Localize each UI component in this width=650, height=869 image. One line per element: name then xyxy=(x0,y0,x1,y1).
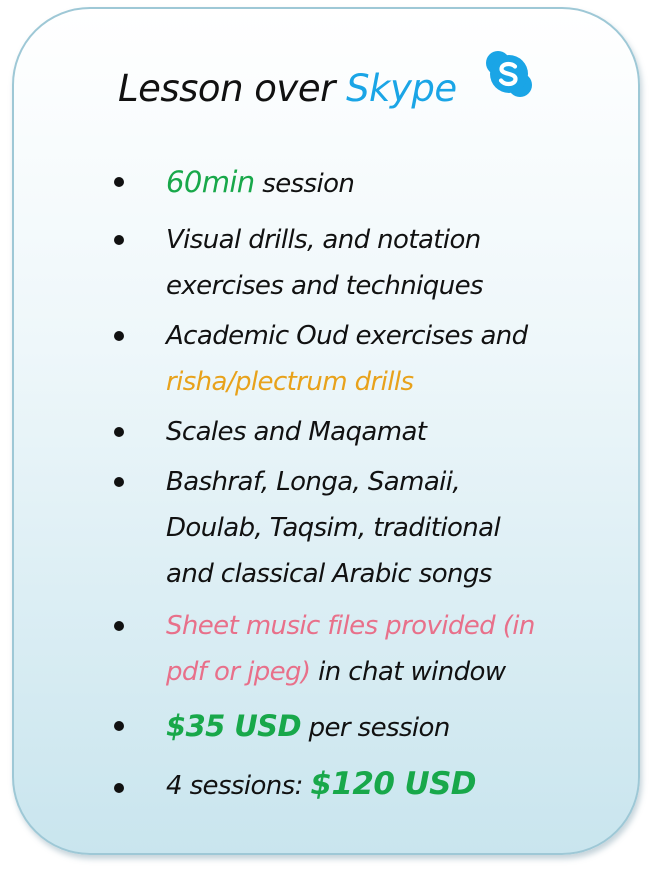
bullet xyxy=(114,721,124,731)
title-brand: Skype xyxy=(346,67,457,110)
price-label: per session xyxy=(300,713,450,743)
single-price: $35 USD xyxy=(166,709,301,743)
bullet xyxy=(114,331,124,341)
lesson-card xyxy=(12,7,640,855)
bullet xyxy=(114,235,124,245)
item-line-highlight: Sheet music files provided (in xyxy=(166,611,535,641)
item-text xyxy=(166,409,606,455)
feature-list xyxy=(14,9,638,853)
bullet xyxy=(114,427,124,437)
item-line: Doulab, Taqsim, traditional xyxy=(166,513,501,543)
item-line: and classical Arabic songs xyxy=(166,559,492,589)
item-text xyxy=(166,603,606,695)
session-length: 60min xyxy=(166,165,255,199)
item-text xyxy=(166,313,606,405)
item-text xyxy=(166,217,606,309)
session-label: session xyxy=(254,169,355,199)
file-formats: pdf or jpeg) xyxy=(166,657,311,687)
bullet xyxy=(114,177,124,187)
item-text xyxy=(166,159,606,207)
item-text xyxy=(166,703,606,751)
item-text xyxy=(166,761,606,809)
item-line-highlight: risha/plectrum drills xyxy=(166,367,414,397)
bullet xyxy=(114,621,124,631)
title-prefix: Lesson over xyxy=(118,67,335,110)
bullet xyxy=(114,477,124,487)
item-line: Academic Oud exercises and xyxy=(166,321,528,351)
item-line: Scales and Maqamat xyxy=(166,417,427,447)
package-label: 4 sessions: xyxy=(166,771,311,801)
package-price: $120 USD xyxy=(310,766,476,802)
bullet xyxy=(114,783,124,793)
item-text xyxy=(166,459,606,597)
item-line: Visual drills, and notation xyxy=(166,225,481,255)
chat-window-text: in chat window xyxy=(310,657,506,687)
item-line xyxy=(166,649,606,695)
item-line: exercises and techniques xyxy=(166,271,483,301)
item-line: Bashraf, Longa, Samaii, xyxy=(166,467,461,497)
